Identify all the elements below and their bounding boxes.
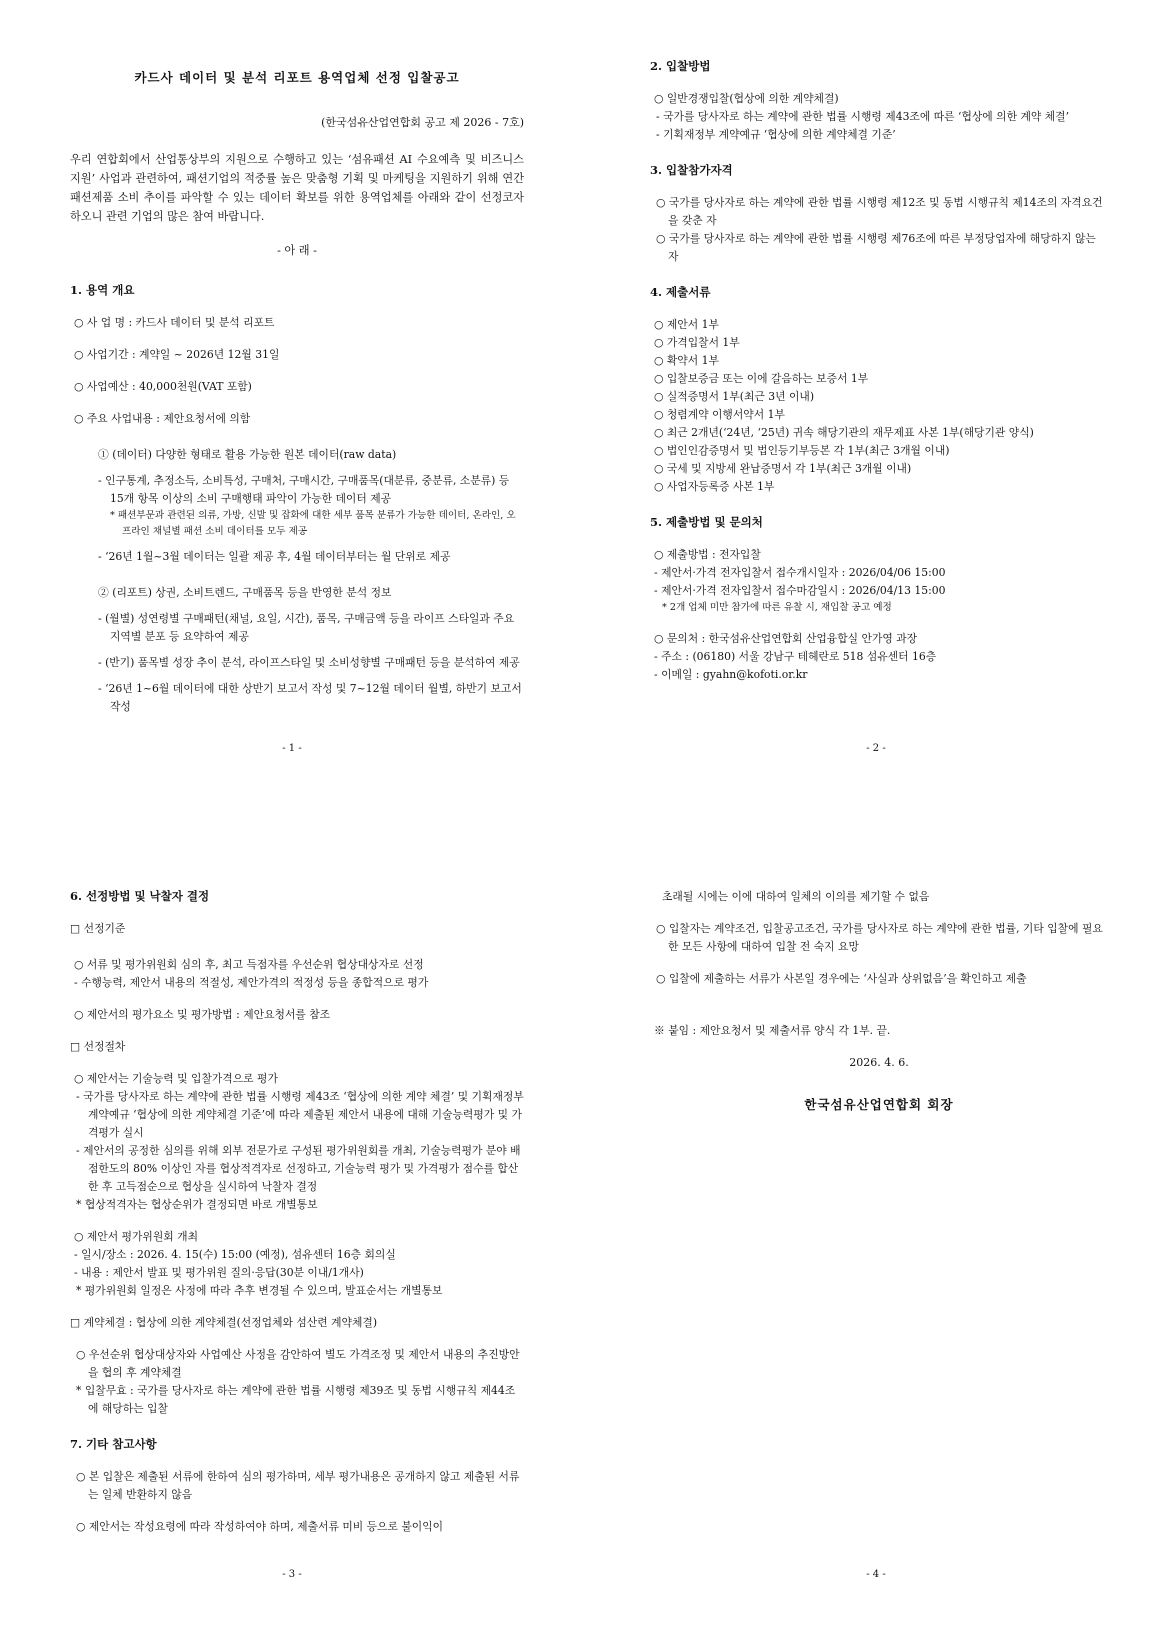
section-2-title: 2. 입찰방법 [650,59,711,73]
item-data-detail: - 인구통계, 추정소득, 소비특성, 구매처, 구매시간, 구매품목(대분류, 중분류, 소분류) 등 15개 항목 이상의 소비 구매행태 파악이 가능한 데이터 제공 [98,474,510,505]
page-3 [0,826,584,1652]
submit-close: - 제안서·가격 전자입찰서 접수마감일시 : 2026/04/13 15:00 [654,584,946,597]
doc-item: ○ 국세 및 지방세 완납증명서 각 1부(최근 3개월 이내) [654,462,912,475]
issuer-name: 한국섬유산업연합회 회장 [804,1097,954,1112]
item-data-schedule: - ‘26년 1월~3월 데이터는 일괄 제공 후, 4월 데이터부터는 월 단위로 제공 [98,550,451,563]
project-budget: ○ 사업예산 : 40,000천원(VAT 포함) [74,380,252,393]
item-report: ② (리포트) 상권, 소비트렌드, 구매품목 등을 반영한 분석 정보 [98,586,392,599]
contract-note: * 입찰무효 : 국가를 당사자로 하는 계약에 관한 법률 시행령 제39조 및 동법 시행규칙 제44조에 해당하는 입찰 [76,1384,516,1415]
procedure-3: - 제안서의 공정한 심의를 위해 외부 전문가로 구성된 평가위원회를 개최, 기술능력평가 분야 배점한도의 80% 이상인 자를 협상적격자로 선정하고, 기술능력 평가 및 가격평가 점수를 합산한 후 고득점순으로 협상을 실시하여 낙찰자 결정 [76,1144,521,1193]
item-report-schedule: - ‘26년 1~6월 데이터에 대한 상반기 보고서 작성 및 7~12월 데이터 월별, 하반기 보고서 작성 [98,682,522,713]
document-title: 카드사 데이터 및 분석 리포트 용역업체 선정 입찰공고 [134,70,460,85]
item-data-note: * 패션부문과 관련된 의류, 가방, 신발 및 잡화에 대한 세부 품목 분류가 가능한 데이터, 온라인, 오프라인 채널별 패션 소비 데이터를 모두 제공 [110,510,516,537]
bid-method-law: - 국가를 당사자로 하는 계약에 관한 법률 시행령 제43조에 따른 ‘협상에 의한 계약 체결’ [656,110,1070,123]
bid-method-rule: - 기획재정부 계약예규 ‘협상에 의한 계약체결 기준’ [656,128,896,141]
section-7-title: 7. 기타 참고사항 [70,1437,157,1451]
page-number: - 1 - [282,743,302,754]
criteria-3: ○ 제안서의 평가요소 및 평가방법 : 제안요청서를 참조 [74,1008,331,1021]
etc-2: ○ 제안서는 작성요령에 따라 작성하여야 하며, 제출서류 미비 등으로 불이익이 [76,1520,444,1533]
procedure-note: * 협상적격자는 협상순위가 결정되면 바로 개별통보 [76,1198,318,1211]
section-6-title: 6. 선정방법 및 낙찰자 결정 [70,889,210,903]
section-5-title: 5. 제출방법 및 문의처 [650,515,763,529]
committee-note: * 평가위원회 일정은 사정에 따라 추후 변경될 수 있으며, 발표순서는 개별통보 [76,1284,443,1297]
below-marker: - 아 래 - [277,244,317,257]
attachment-note: ※ 붙임 : 제안요청서 및 제출서류 양식 각 1부. 끝. [654,1024,891,1037]
page-1 [0,0,584,826]
bid-method: ○ 일반경쟁입찰(협상에 의한 계약체결) [654,92,839,105]
contact-person: ○ 문의처 : 한국섬유산업연합회 산업융합실 안가영 과장 [654,632,918,645]
etc-1: ○ 본 입찰은 제출된 서류에 한하여 심의 평가하며, 세부 평가내용은 공개하지 않고 제출된 서류는 일체 반환하지 않음 [76,1470,520,1501]
etc-2-continued: 초래될 시에는 이에 대하여 일체의 이의를 제기할 수 없음 [662,890,930,903]
criteria-2: - 수행능력, 제안서 내용의 적절성, 제안가격의 적정성 등을 종합적으로 평가 [74,976,429,989]
notice-number: (한국섬유산업연합회 공고 제 2026 - 7호) [321,116,524,129]
doc-item: ○ 청렴계약 이행서약서 1부 [654,408,785,421]
item-data: ① (데이터) 다양한 형태로 활용 가능한 원본 데이터(raw data) [98,448,397,461]
committee-2: - 일시/장소 : 2026. 4. 15(수) 15:00 (예정), 섬유센터 16층 회의실 [74,1248,396,1261]
contact-address: - 주소 : (06180) 서울 강남구 테헤란로 518 섬유센터 16층 [654,650,937,663]
doc-item: ○ 가격입찰서 1부 [654,336,740,349]
section-3-title: 3. 입찰참가자격 [650,163,733,177]
page-number: - 2 - [866,743,886,754]
etc-3: ○ 입찰자는 계약조건, 입찰공고조건, 국가를 당사자로 하는 계약에 관한 법률, 기타 입찰에 필요한 모든 사항에 대하여 입찰 전 숙지 요망 [656,922,1103,953]
doc-item: ○ 최근 2개년(‘24년, ‘25년) 귀속 해당기관의 재무제표 사본 1부(해당기관 양식) [654,426,1034,439]
item-report-monthly: - (월별) 성연령별 구매패턴(채널, 요일, 시간), 품목, 구매금액 등을 라이프 스타일과 주요 지역별 분포 등 요약하여 제공 [98,612,515,643]
submit-method: ○ 제출방법 : 전자입찰 [654,548,761,561]
contract-1: ○ 우선순위 협상대상자와 사업예산 사정을 감안하여 별도 가격조정 및 제안서 내용의 추진방안을 협의 후 계약체결 [76,1348,520,1379]
qualification-2: ○ 국가를 당사자로 하는 계약에 관한 법률 시행령 제76조에 따른 부정당업자에 해당하지 않는 자 [656,232,1096,263]
contact-email: - 이메일 : gyahn@kofoti.or.kr [654,668,808,681]
criteria-heading: □ 선정기준 [70,922,126,935]
page-number: - 4 - [866,1569,886,1580]
submit-open: - 제안서·가격 전자입찰서 접수개시일자 : 2026/04/06 15:00 [654,566,946,579]
etc-4: ○ 입찰에 제출하는 서류가 사본일 경우에는 ‘사실과 상위없음’을 확인하고 제출 [656,972,1027,985]
doc-item: ○ 제안서 1부 [654,318,719,331]
page-4 [584,826,1168,1652]
page-2 [584,0,1168,826]
doc-item: ○ 실적증명서 1부(최근 3년 이내) [654,390,815,403]
procedure-1: ○ 제안서는 기술능력 및 입찰가격으로 평가 [74,1072,278,1085]
doc-item: ○ 사업자등록증 사본 1부 [654,480,775,493]
procedure-heading: □ 선정절차 [70,1040,126,1053]
qualification-1: ○ 국가를 당사자로 하는 계약에 관한 법률 시행령 제12조 및 동법 시행규칙 제14조의 자격요건을 갖춘 자 [656,196,1103,227]
item-report-half: - (반기) 품목별 성장 추이 분석, 라이프스타일 및 소비성향별 구매패턴 등을 분석하여 제공 [98,656,520,669]
section-4-title: 4. 제출서류 [650,285,711,299]
section-1-title: 1. 용역 개요 [70,283,135,297]
submit-note: * 2개 업체 미만 참가에 따른 유찰 시, 재입찰 공고 예정 [662,602,892,613]
project-content: ○ 주요 사업내용 : 제안요청서에 의함 [74,412,251,425]
procedure-2: - 국가를 당사자로 하는 계약에 관한 법률 시행령 제43조 ‘협상에 의한 계약 체결’ 및 기획재정부 계약예규 ‘협상에 의한 계약체결 기준’에 따라 제출된 제안서 내용에 대해 기술능력평가 및 가격평가 실시 [76,1090,524,1139]
page-number: - 3 - [282,1569,302,1580]
notice-date: 2026. 4. 6. [849,1056,909,1069]
committee-3: - 내용 : 제안서 발표 및 평가위원 질의·응답(30분 이내/1개사) [74,1266,364,1279]
project-period: ○ 사업기간 : 계약일 ~ 2026년 12월 31일 [74,348,280,361]
doc-item: ○ 법인인감증명서 및 법인등기부등본 각 1부(최근 3개월 이내) [654,444,950,457]
contract-heading: □ 계약체결 : 협상에 의한 계약체결(선정업체와 섬산련 계약체결) [70,1316,378,1329]
committee-1: ○ 제안서 평가위원회 개최 [74,1230,199,1243]
doc-item: ○ 입찰보증금 또는 이에 갈음하는 보증서 1부 [654,372,869,385]
project-name: ○ 사 업 명 : 카드사 데이터 및 분석 리포트 [74,316,275,329]
intro-paragraph: 우리 연합회에서 산업통상부의 지원으로 수행하고 있는 ‘섬유패션 AI 수요예측 및 비즈니스 지원’ 사업과 관련하여, 패션기업의 적중률 높은 맞춤형 기획 및 마케팅을 지원하기 위해 연간 패션제품 소비 추이를 파악할 수 있는 데이터 확보를 위한 용역업체를 아래와 같이 선정코자 하오니 관련 기업의 많은 참여 바랍니다. [70,153,524,223]
criteria-1: ○ 서류 및 평가위원회 심의 후, 최고 득점자를 우선순위 협상대상자로 선정 [74,958,424,971]
doc-item: ○ 확약서 1부 [654,354,719,367]
